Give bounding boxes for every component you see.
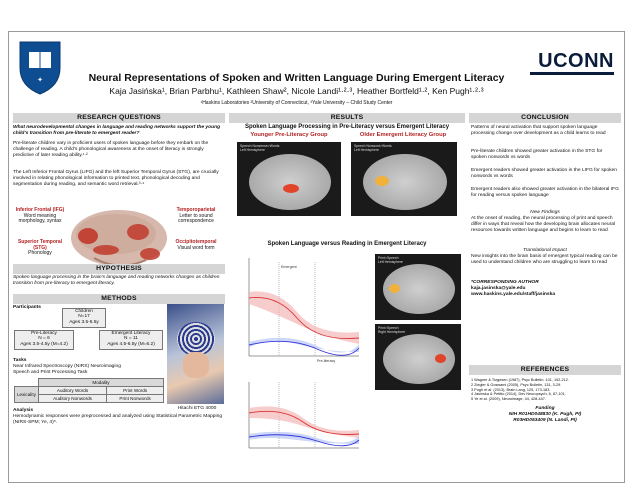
stg-activation xyxy=(283,184,299,193)
cell-auditory-nonwords: Auditory Nonwords xyxy=(38,395,106,403)
cell-print-nonwords: Print Nonwords xyxy=(107,395,164,403)
stg-label: Superior Temporal (STG) Phonology xyxy=(17,239,63,257)
results-subtitle-1: Spoken Language Processing in Pre-Literacy versus Emergent Literacy xyxy=(244,124,450,130)
conclusion-p3: Emergent readers showed greater activation in the LIFG for spoken nonwords vs words xyxy=(471,168,617,179)
analysis-label: Analysis xyxy=(13,408,34,413)
lifg-activation xyxy=(375,176,389,186)
brain-panel-older: Speech Nonword>Words Left Hemisphere xyxy=(351,142,457,216)
reference-item: 5 Ye et al. (2009), Neuroimage, 44, 428-447. xyxy=(471,397,546,402)
svg-text:✦: ✦ xyxy=(37,76,43,84)
poster-title: Neural Representations of Spoken and Written Language During Emergent Literacy xyxy=(88,72,505,84)
poster xyxy=(8,31,625,483)
child-face xyxy=(183,352,209,378)
brain-surface xyxy=(249,154,331,210)
participants-label: Participants xyxy=(13,305,41,310)
funding-title: Funding xyxy=(535,406,555,411)
author-website[interactable]: www.haskins.yale.edu/staff/jasinska xyxy=(471,292,556,297)
ifg-label: Inferior Frontal (IFG) Word meaning morphology, syntax xyxy=(15,207,65,225)
new-findings-text: At the onset of reading, the neural processing of print and speech differ in ways that reveal how the developing brain allocates neural resources towards written language and begins to learn to read xyxy=(471,216,615,233)
lexicality-header: Lexicality xyxy=(15,387,39,403)
modality-header: Modality xyxy=(38,379,163,387)
reference-item: 4 Jasinska & Petitto (2014), Dev Neuropsych, 6, 87-101. xyxy=(471,392,566,397)
rq-paragraph-1: Pre-literate children vary in proficient users of spoken language before they embark on the challenge of reading. A child's phonological awareness at the onset of literacy is strongly predictive of later reading ability.¹·² xyxy=(13,141,209,158)
hemodynamic-timecourse-chart xyxy=(237,252,365,374)
brain-panel-younger: Speech Nonsense>Words Left Hemisphere xyxy=(237,142,341,216)
uconn-logo: UCONN xyxy=(538,50,614,72)
uconn-logo-bar xyxy=(530,72,614,75)
pre-literacy-box: Pre-Literacy N = 6 Ages 3.5-4.5y (M=4.2) xyxy=(14,330,74,350)
emergent-literacy-box: Emergent Literacy N = 11 Ages 4.5-6.5y (M=6.2) xyxy=(99,330,163,350)
tasks-label: Tasks xyxy=(13,358,27,363)
reference-item: 3 Pugh et al. (2013), Brain Lang, 125, 173-183. xyxy=(471,387,551,392)
hypothesis-heading: HYPOTHESIS xyxy=(13,264,225,274)
conclusion-p2: Pre-literate children showed greater activation in the STG for spoken nonwords vs words xyxy=(471,149,603,160)
temporoparietal-region xyxy=(127,224,149,240)
cell-auditory-words: Auditory Words xyxy=(38,387,106,395)
yale-shield-logo xyxy=(15,38,65,96)
references-heading: REFERENCES xyxy=(469,365,621,375)
brain-panel-print-right: Print>Speech Right Hemisphere xyxy=(375,324,461,390)
research-questions-heading: RESEARCH QUESTIONS xyxy=(13,113,225,123)
analysis-text: Hemodynamic responses were preprocessed and analyzed using Statistical Parametric Mapping (NIRS-SPM; Ye, 4)⁵. xyxy=(13,414,223,425)
ifg-region xyxy=(78,228,98,244)
hemodynamic-timecourse-chart-2 xyxy=(237,378,365,458)
translational-title: Translational Impact xyxy=(523,248,567,253)
temporoparietal-label: Temporoparietal Letter to sound correspondence xyxy=(176,207,216,225)
funding-line-1: NIH R01HD048830 (K. Pugh, PI) xyxy=(508,412,582,417)
new-findings-title: New Findings xyxy=(530,210,560,215)
chart-label-emergent: Emergent xyxy=(281,265,297,269)
task-design-table xyxy=(14,378,164,403)
nirs-cap xyxy=(177,322,215,356)
author-email[interactable]: kaja.jasinska@yale.edu xyxy=(471,286,526,291)
conclusion-p4: Emergent readers also showed greater activation in the bilateral IFG for reading versus spoken language xyxy=(471,187,619,198)
hypothesis-text: Spoken language processing in the brain's language and reading networks changes as children transition from pre-literacy to emergent literacy. xyxy=(13,275,220,286)
corresponding-author-label: *CORRESPONDING AUTHOR xyxy=(471,280,539,285)
cell-print-words: Print Words xyxy=(107,387,164,395)
brain-panel-print-left: Print>Speech Left Hemisphere xyxy=(375,254,461,320)
methods-heading: METHODS xyxy=(13,294,225,304)
stg-region xyxy=(93,245,119,255)
older-group-label: Older Emergent Literacy Group xyxy=(359,132,447,138)
research-question-1: What neurodevelopmental changes in language and reading networks support the young child's transition from pre-literate to emergent reader? xyxy=(13,125,221,136)
photo-caption: Hitachi ETG 4000 xyxy=(177,406,217,411)
rq-paragraph-2: The Left Inferior Frontal Gyrus (LIFG) and the left Superior Temporal Gyrus (STG), are crucially involved in relating phonological information to printed text, phonological decoding and segmentation during reading, and semantic word retrieval.³·⁴ xyxy=(13,170,219,187)
children-box: Children N=17 Ages 3.5-6.5y xyxy=(62,308,106,328)
poster-authors: Kaja Jasińska¹, Brian Parbhu¹, Kathleen Shaw², Nicole Landi¹·²·³, Heather Bortfeld¹·², Ken Pugh¹·²·³ xyxy=(109,86,484,96)
conclusion-heading: CONCLUSION xyxy=(469,113,621,123)
chart-label-preliteracy: Pre-literacy xyxy=(317,359,336,363)
occipitotemporal-label: Occipitotemporal Visual word form xyxy=(175,239,217,251)
lifg-activation xyxy=(389,284,400,293)
results-subtitle-2: Spoken Language versus Reading in Emergent Literacy xyxy=(267,241,427,247)
translational-text: New insights into the brain basis of emergent typical reading can be used to understand children who are struggling to learn to read xyxy=(471,254,618,265)
funding-line-2: R03HD053409 (N. Landi, PI) xyxy=(513,418,577,423)
references-list xyxy=(471,378,619,402)
poster-header xyxy=(9,32,624,112)
reference-item: 1 Wagner & Torgesen (1987), Psyc Bulletin, 101, 192-212. xyxy=(471,378,569,382)
poster-affiliations: ¹Haskins Laboratories ²University of Connecticut, ³Yale University – Child Study Center xyxy=(200,100,393,106)
tasks-text: Near Infrared Spectroscopy (NIRS) Neuroimaging Speech and Print Processing Task xyxy=(13,364,121,375)
conclusion-p1: Patterns of neural activation that support spoken language processing change over development as a child learns to read xyxy=(471,125,606,136)
occipitotemporal-region xyxy=(140,248,160,260)
results-heading: RESULTS xyxy=(229,113,465,123)
younger-group-label: Younger Pre-Literacy Group xyxy=(250,132,328,138)
rifg-activation xyxy=(435,354,446,363)
nirs-cap-photo xyxy=(167,304,224,404)
reference-item: 2 Ziegler & Goswami (2005), Psyc Bulletin, 131, 3-29. xyxy=(471,382,562,387)
